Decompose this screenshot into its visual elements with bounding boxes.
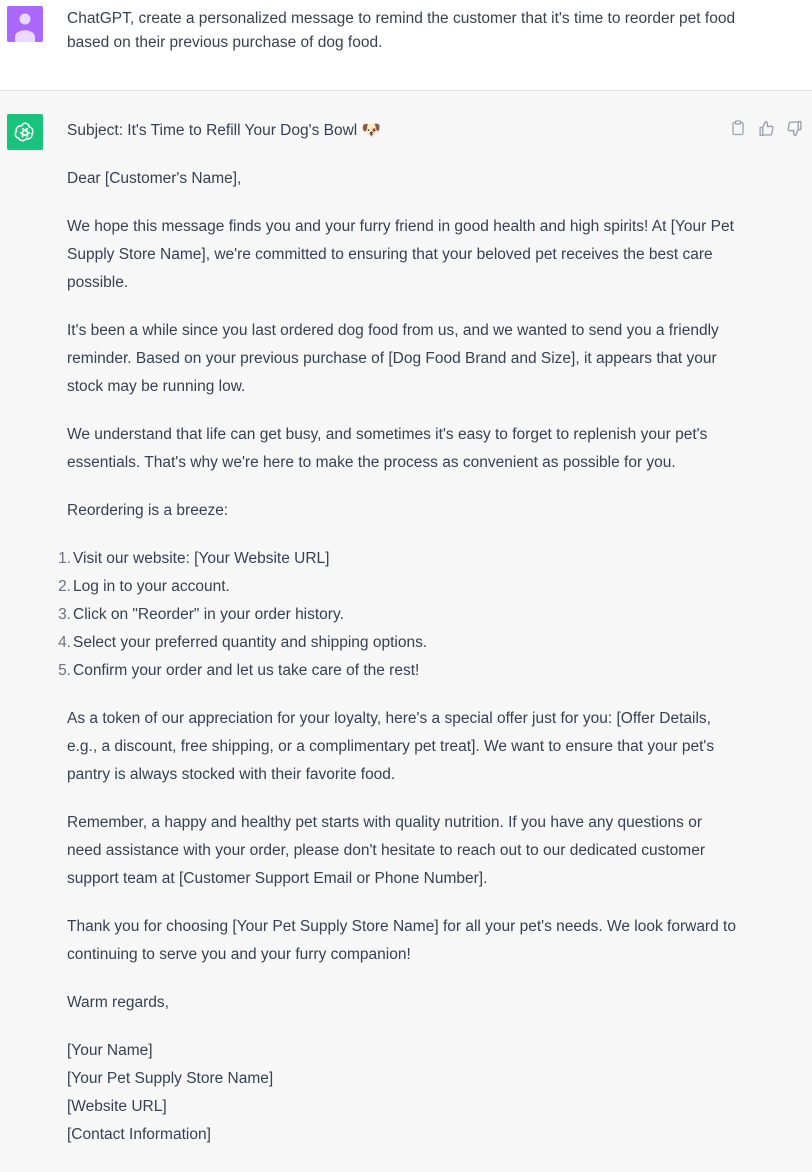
- email-paragraph: Remember, a happy and healthy pet starts with quality nutrition. If you have any questions or need assistance with your order, please don't hesitate to reach out to our dedicated customer support team at [Customer Support Email or Phone Number].: [67, 814, 705, 887]
- list-number: 1.: [58, 550, 71, 567]
- list-item-text: Log in to your account.: [73, 578, 230, 595]
- signature-line: [Website URL]: [67, 1098, 167, 1115]
- signature-line: [Your Pet Supply Store Name]: [67, 1070, 274, 1087]
- list-item: [58, 573, 737, 601]
- list-number: 5.: [58, 662, 71, 679]
- list-item: [58, 601, 737, 629]
- signature-line: [Contact Information]: [67, 1126, 211, 1143]
- list-item-text: Select your preferred quantity and shipping options.: [73, 634, 428, 651]
- user-message-text: ChatGPT, create a personalized message to remind the customer that it's time to reorder pet food based on their previous purchase of dog food.: [67, 10, 736, 51]
- list-item-text: Visit our website: [Your Website URL]: [73, 550, 330, 567]
- thumbs-up-icon[interactable]: [756, 118, 776, 138]
- list-number: 4.: [58, 634, 71, 651]
- list-item: [58, 629, 737, 657]
- reorder-steps-list: [58, 545, 737, 685]
- email-paragraph: As a token of our appreciation for your loyalty, here's a special offer just for you: [Offer Details, e.g., a discount, free shipping, or a complimentary pet treat]. We want to ensure that your pet's pantry is always stocked with their favorite food.: [67, 710, 715, 783]
- list-item: [58, 545, 737, 573]
- assistant-message-row: [0, 91, 812, 1172]
- list-number: 2.: [58, 578, 71, 595]
- email-paragraph: It's been a while since you last ordered dog food from us, and we wanted to send you a friendly reminder. Based on your previous purchase of [Dog Food Brand and Size], it appears that your stock may be running low.: [67, 322, 719, 395]
- list-item-text: Click on "Reorder" in your order history.: [73, 606, 344, 623]
- assistant-message-text: [58, 117, 737, 1149]
- email-paragraph: Reordering is a breeze:: [67, 502, 229, 519]
- email-paragraph: We understand that life can get busy, and sometimes it's easy to forget to replenish your pet's essentials. That's why we're here to make the process as convenient as possible for you.: [67, 426, 708, 471]
- email-subject: Subject: It's Time to Refill Your Dog's Bowl 🐶: [67, 122, 381, 139]
- signature-line: [Your Name]: [67, 1042, 153, 1059]
- user-avatar-icon: [7, 6, 43, 42]
- email-greeting: Dear [Customer's Name],: [67, 170, 242, 187]
- thumbs-down-icon[interactable]: [784, 118, 804, 138]
- email-paragraph: We hope this message finds you and your furry friend in good health and high spirits! At [Your Pet Supply Store Name], we're committed to ensuring that your beloved pet receives the best care possible.: [67, 218, 734, 291]
- list-number: 3.: [58, 606, 71, 623]
- email-paragraph: Thank you for choosing [Your Pet Supply Store Name] for all your pet's needs. We look forward to continuing to serve you and your furry companion!: [67, 918, 736, 963]
- email-signature: [67, 1037, 737, 1149]
- message-actions: [728, 118, 804, 138]
- user-message-row: [0, 0, 812, 91]
- list-item-text: Confirm your order and let us take care of the rest!: [73, 662, 420, 679]
- list-item: [58, 657, 737, 685]
- email-signoff: Warm regards,: [67, 994, 169, 1011]
- openai-logo-icon: [7, 114, 43, 150]
